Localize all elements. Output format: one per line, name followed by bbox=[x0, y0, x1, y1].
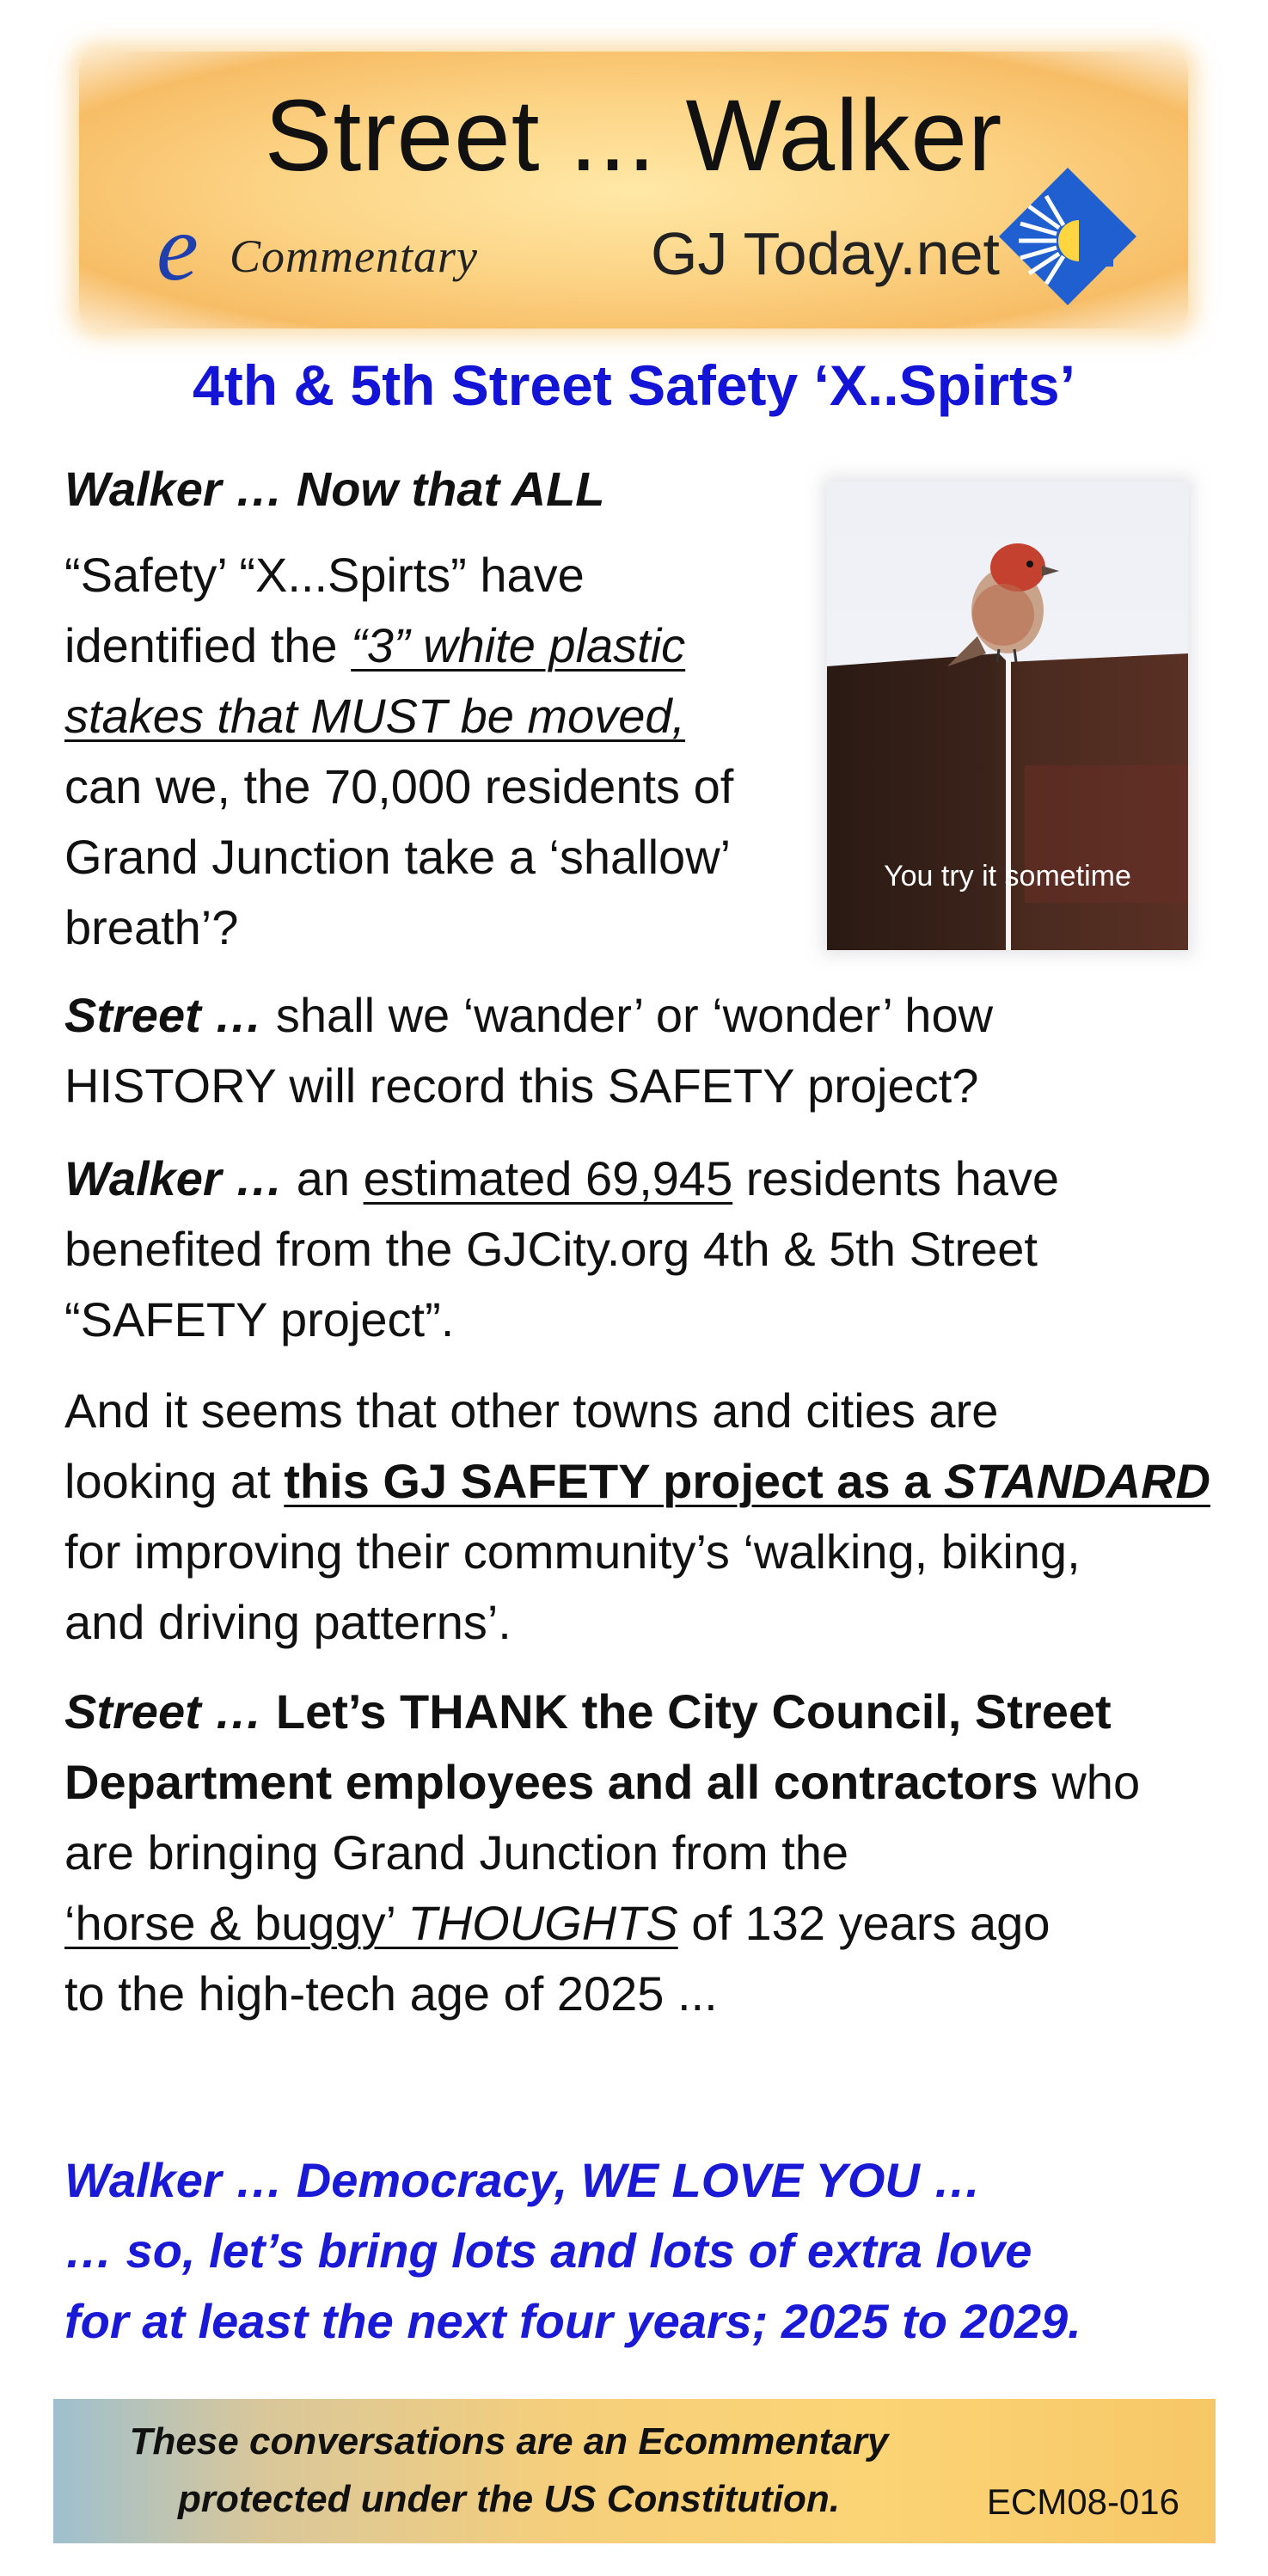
text-line: “SAFETY project”. bbox=[64, 1292, 455, 1346]
text-line bbox=[64, 1144, 1216, 1214]
text-line bbox=[64, 1446, 1216, 1517]
text-span: identified the bbox=[64, 618, 352, 672]
speaker-street: Street … bbox=[64, 988, 263, 1042]
paragraph-3 bbox=[64, 980, 1216, 1121]
closing-line: Walker … Democracy, WE LOVE YOU … bbox=[64, 2153, 982, 2207]
text-span: who bbox=[1038, 1755, 1141, 1809]
banner-e-letter: e bbox=[156, 195, 199, 300]
banner-commentary: Commentary bbox=[230, 230, 478, 282]
photo-caption: You try it sometime bbox=[884, 860, 1131, 892]
speaker-street: Street … bbox=[64, 1684, 263, 1739]
text-line: for improving their community’s ‘walking, biking, bbox=[64, 1524, 1081, 1579]
text-line: HISTORY will record this SAFETY project? bbox=[64, 1058, 979, 1113]
text-line: “Safety’ “X...Spirts” have bbox=[64, 548, 585, 602]
text-span: residents have bbox=[732, 1151, 1059, 1205]
footer-banner bbox=[53, 2399, 1216, 2543]
text-span: of 132 years ago bbox=[677, 1896, 1051, 1950]
paragraph-6 bbox=[64, 1677, 1216, 2029]
paragraph-2 bbox=[64, 540, 821, 963]
underlined-emphasis: STANDARD bbox=[943, 1454, 1210, 1508]
underlined-emphasis: this GJ SAFETY project as a bbox=[284, 1454, 944, 1508]
underlined-figure: estimated 69,945 bbox=[363, 1151, 733, 1205]
footer-notice-line: These conversations are an Ecommentary bbox=[129, 2420, 889, 2463]
speaker-walker: Walker … bbox=[64, 1151, 284, 1205]
text-line: Grand Junction take a ‘shallow’ bbox=[64, 830, 732, 884]
paragraph-4 bbox=[64, 1144, 1216, 1355]
text-line: to the high-tech age of 2025 ... bbox=[64, 1966, 718, 2021]
banner-title: Street ... Walker bbox=[264, 79, 1003, 193]
text-line: breath’? bbox=[64, 900, 239, 954]
text-line bbox=[64, 1888, 1216, 1959]
text-line bbox=[64, 1677, 1216, 1747]
closing-line: for at least the next four years; 2025 to 2029. bbox=[64, 2294, 1081, 2348]
text-span: shall we ‘wander’ or ‘wonder’ how bbox=[262, 988, 994, 1042]
text-line: can we, the 70,000 residents of bbox=[64, 759, 734, 813]
bold-text: Let’s THANK the City Council, Street bbox=[262, 1684, 1112, 1739]
bold-text: Department employees and all contractors bbox=[64, 1755, 1038, 1809]
underlined-text: ‘horse & buggy’ bbox=[64, 1896, 408, 1950]
banner-site-name: GJ Today.net bbox=[651, 220, 1000, 287]
text-line: and driving patterns’. bbox=[64, 1595, 511, 1649]
underlined-emphasis: “3” white plastic bbox=[351, 618, 686, 672]
header-banner bbox=[79, 52, 1188, 328]
closing-statement bbox=[64, 2145, 1216, 2357]
bird-photo bbox=[827, 481, 1188, 950]
text-line: benefited from the GJCity.org 4th & 5th Street bbox=[64, 1222, 1038, 1276]
text-span: an bbox=[283, 1151, 364, 1205]
paragraph-5 bbox=[64, 1376, 1216, 1658]
footer-notice-line: protected under the US Constitution. bbox=[178, 2478, 840, 2520]
text-line bbox=[64, 610, 821, 681]
underlined-emphasis: stakes that MUST be moved, bbox=[64, 689, 686, 743]
text-line bbox=[64, 980, 1216, 1051]
document-code: ECM08-016 bbox=[986, 2481, 1179, 2522]
speaker-walker: Walker … Now that ALL bbox=[64, 462, 605, 516]
text-line: are bringing Grand Junction from the bbox=[64, 1825, 849, 1880]
underlined-emphasis: THOUGHTS bbox=[407, 1896, 678, 1950]
text-line: And it seems that other towns and cities are bbox=[64, 1383, 999, 1438]
closing-line: … so, let’s bring lots and lots of extra love bbox=[64, 2223, 1032, 2278]
headline: 4th & 5th Street Safety ‘X..Spirts’ bbox=[193, 353, 1075, 417]
text-line bbox=[64, 1747, 1216, 1818]
text-span: looking at bbox=[64, 1454, 285, 1508]
diamond-sunburst-logo-icon bbox=[995, 163, 1141, 310]
